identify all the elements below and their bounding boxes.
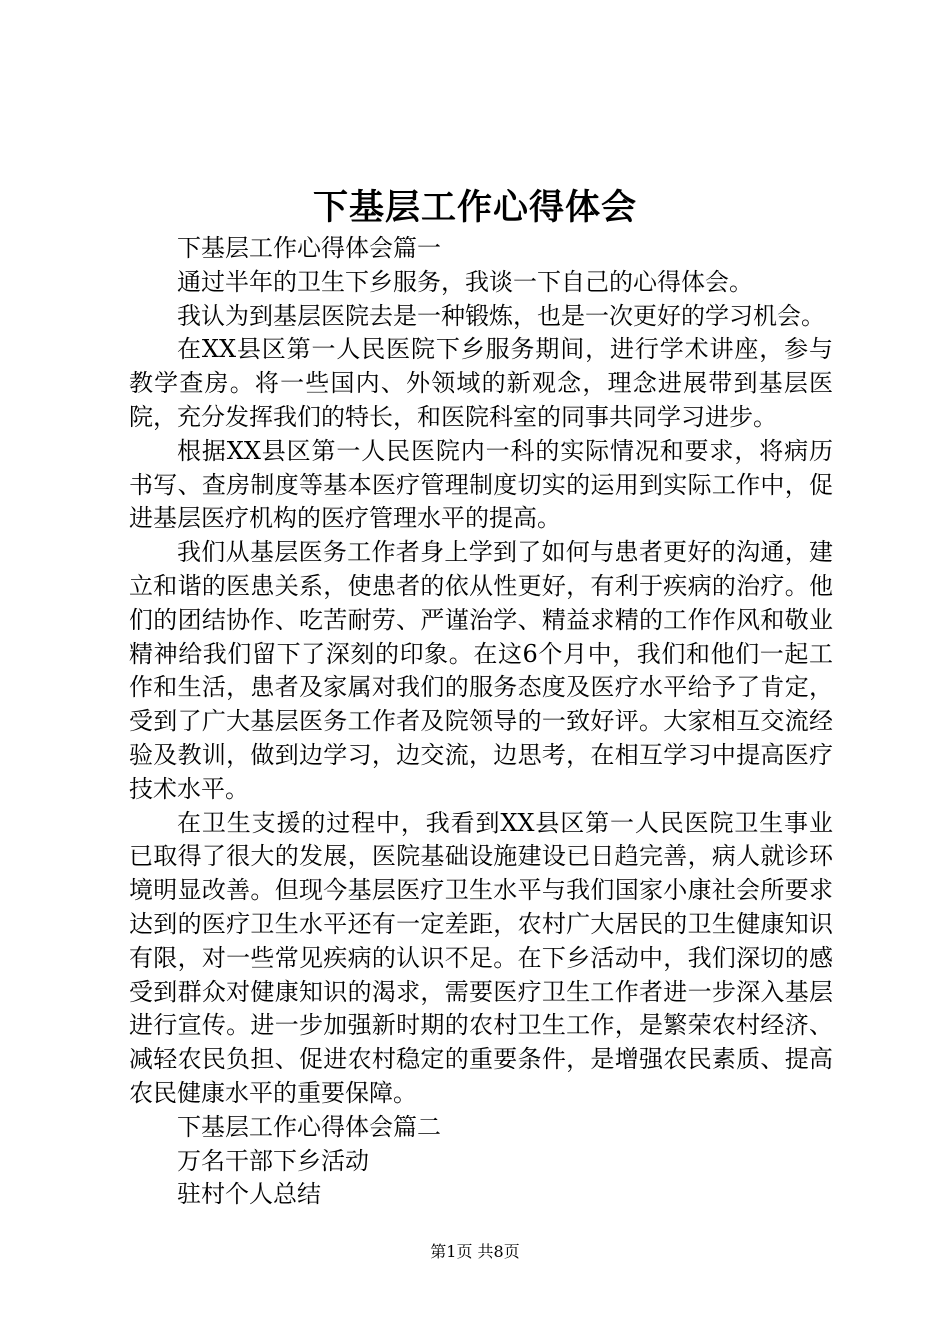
- paragraph: 在卫生支援的过程中，我看到XX县区第一人民医院卫生事业已取得了很大的发展，医院基础设施建设已日趋完善，病人就诊环境明显改善。但现今基层医疗卫生水平与我们国家小康社会所要求达到的医疗卫生水平还有一定差距，农村广大居民的卫生健康知识有限，对一些常见疾病的认识不足。在下乡活动中，我们深切的感受到群众对健康知识的渴求，需要医疗卫生工作者进一步深入基层进行宣传。进一步加强新时期的农村卫生工作，是繁荣农村经济、减轻农民负担、促进农村稳定的重要条件，是增强农民素质、提高农民健康水平的重要保障。: [129, 808, 833, 1107]
- document-body: [129, 232, 833, 1212]
- paragraph: 在XX县区第一人民医院下乡服务期间，进行学术讲座，参与教学查房。将一些国内、外领域的新观念，理念进展带到基层医院，充分发挥我们的特长，和医院科室的同事共同学习进步。: [129, 335, 833, 431]
- paragraph: 通过半年的卫生下乡服务，我谈一下自己的心得体会。: [177, 267, 753, 296]
- page-number-footer: 第1页 共8页: [430, 1242, 520, 1261]
- paragraph-subtitle-1: 下基层工作心得体会篇一: [177, 234, 441, 262]
- paragraph: 万名干部下乡活动: [177, 1146, 369, 1175]
- paragraph-subtitle-2: 下基层工作心得体会篇二: [177, 1112, 441, 1141]
- paragraph: 我认为到基层医院去是一种锻炼，也是一次更好的学习机会。: [177, 301, 825, 330]
- paragraph: 驻村个人总结: [177, 1180, 321, 1209]
- paragraph: 我们从基层医务工作者身上学到了如何与患者更好的沟通，建立和谐的医患关系，使患者的依从性更好，有利于疾病的治疗。他们的团结协作、吃苦耐劳、严谨治学、精益求精的工作作风和敬业精神给我们留下了深刻的印象。在这6个月中，我们和他们一起工作和生活，患者及家属对我们的服务态度及医疗水平给予了肯定，受到了广大基层医务工作者及院领导的一致好评。大家相互交流经验及教训，做到边学习，边交流，边思考，在相互学习中提高医疗技术水平。: [129, 538, 833, 803]
- paragraph: 根据XX县区第一人民医院内一科的实际情况和要求，将病历书写、查房制度等基本医疗管理制度切实的运用到实际工作中，促进基层医疗机构的医疗管理水平的提高。: [129, 436, 833, 533]
- document-title: 下基层工作心得体会: [312, 187, 637, 228]
